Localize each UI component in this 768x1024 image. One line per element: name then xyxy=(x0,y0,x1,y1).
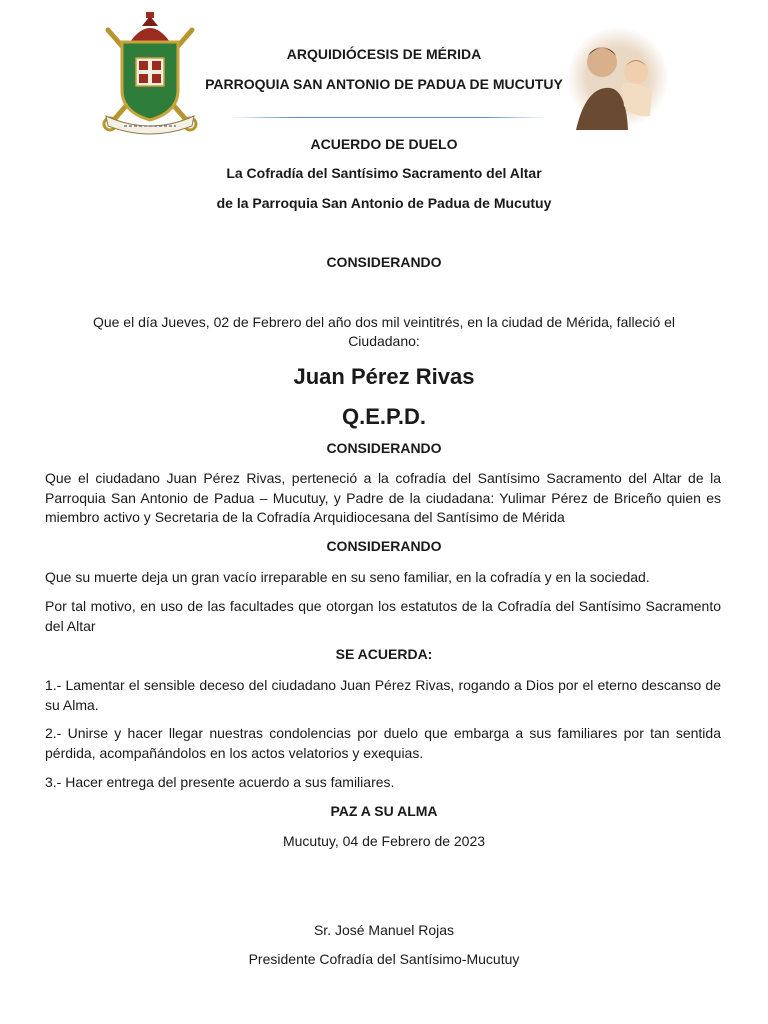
paragraph: Por tal motivo, en uso de las facultades que otorgan los estatutos de la Cofradía del Santísimo Sacramento del Altar xyxy=(45,598,721,634)
qepd-text: Q.E.P.D. xyxy=(342,404,426,429)
considerando-heading: CONSIDERANDO xyxy=(326,440,442,456)
considerando-heading: CONSIDERANDO xyxy=(326,538,442,554)
archdiocese-heading: ARQUIDIÓCESIS DE MÉRIDA xyxy=(286,46,482,62)
document-title: ACUERDO DE DUELO xyxy=(310,136,458,152)
resolution-item: 1.- Lamentar el sensible deceso del ciudadano Juan Pérez Rivas, rogando a Dios por el eterno descanso de su Alma. xyxy=(45,677,721,713)
signatory-role: Presidente Cofradía del Santísimo-Mucutuy xyxy=(248,951,520,967)
paragraph: Que su muerte deja un gran vacío irreparable en su seno familiar, en la cofradía y en la sociedad. xyxy=(45,569,650,585)
resolution-item: 3.- Hacer entrega del presente acuerdo a sus familiares. xyxy=(45,774,395,790)
place-date: Mucutuy, 04 de Febrero de 2023 xyxy=(282,833,486,849)
signatory-name: Sr. José Manuel Rojas xyxy=(313,922,455,938)
document-subtitle-2: de la Parroquia San Antonio de Padua de Mucutuy xyxy=(216,195,552,211)
se-acuerda-heading: SE ACUERDA: xyxy=(335,646,433,662)
resolution-item: 2.- Unirse y hacer llegar nuestras condolencias por duelo que embarga a sus familiares por tan sentida pérdida, acompañándolos en los actos velatorios y exequias. xyxy=(45,725,721,761)
intro-paragraph: Que el día Jueves, 02 de Febrero del año dos mil veintitrés, en la ciudad de Mérida, falleció el Ciudadano: xyxy=(92,314,676,349)
deceased-name: Juan Pérez Rivas xyxy=(293,364,475,389)
considerando-heading: CONSIDERANDO xyxy=(326,254,442,270)
document-subtitle: La Cofradía del Santísimo Sacramento del Altar xyxy=(226,165,542,181)
header-divider xyxy=(230,117,548,118)
parish-heading: PARROQUIA SAN ANTONIO DE PADUA DE MUCUTUY xyxy=(205,76,563,92)
closing-text: PAZ A SU ALMA xyxy=(330,803,438,819)
paragraph: Que el ciudadano Juan Pérez Rivas, perteneció a la cofradía del Santísimo Sacramento del Altar de la Parroquia San Antonio de Padua – Mucutuy, y Padre de la ciudadana: Yulimar Pérez de Briceño quien es miembro activo y Secretaria de la Cofradía Arquidiocesana del Santísimo de Mérida xyxy=(45,470,721,525)
